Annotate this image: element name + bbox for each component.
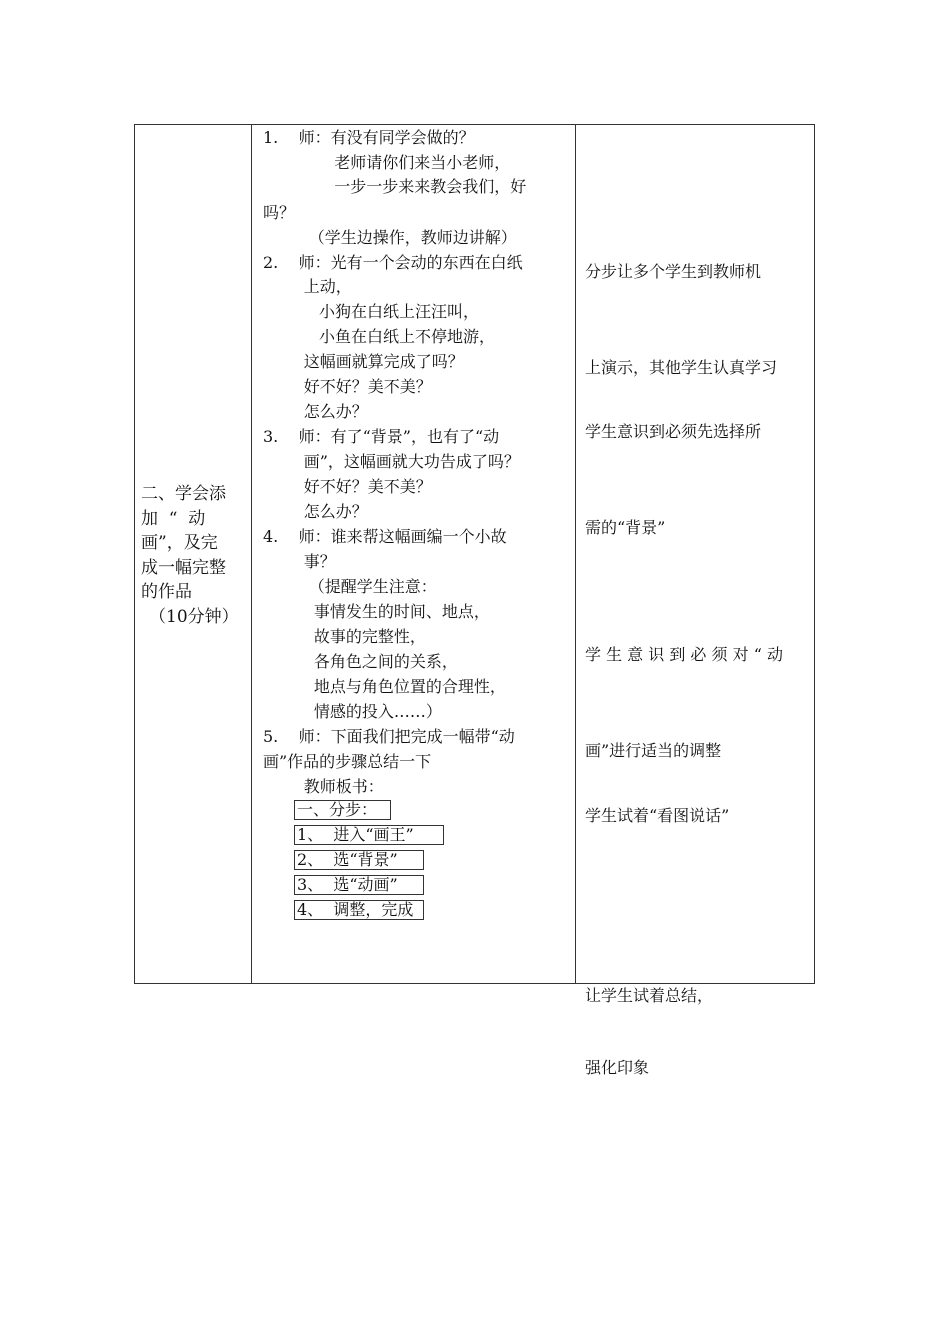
note-background [585,352,761,608]
content-line: 小鱼在白纸上不停地游， [263,327,495,346]
content-line: 这幅画就算完成了吗？ [263,352,464,371]
content-line: 各角色之间的关系， [263,652,458,671]
content-line: 怎么办？ [263,402,368,421]
content-line: 画”，这幅画就大功告成了吗？ [263,452,520,471]
content-line: 事情发生的时间、地点， [263,602,490,621]
content-line: 好不好？美不美？ [263,477,432,496]
stage-line: 的作品 [141,582,192,602]
note-line: 需的“背景” [585,518,666,537]
note-summary [585,936,713,1128]
stage-line: 成一幅完整 [141,557,226,578]
content-line: 1. 师：有没有同学会做的？ [263,128,475,147]
note-line: 强化印象 [585,1058,650,1077]
board-heading: 一、分步： [294,800,391,820]
content-line: 4. 师：谁来帮这幅画编一个小故 [263,527,507,546]
note-story [585,736,729,896]
content-line: 怎么办？ [263,502,368,521]
content-line: 上动， [263,277,352,296]
content-line: 老师请你们来当小老师， [263,153,511,172]
note-line: 让学生试着总结， [585,986,714,1005]
column-divider [575,125,576,983]
content-line: 5. 师：下面我们把完成一幅带“动 [263,727,515,746]
content-line: （提醒学生注意： [263,577,437,596]
note-line: 学生意识到必须先选择所 [585,422,762,441]
content-line: 教师板书： [263,777,384,796]
board-step: 1、 进入“画王” [294,825,444,845]
stage-line: 画”，及完 [141,533,218,553]
board-step: 2、 选“背景” [294,850,424,870]
content-line: 2. 师：光有一个会动的东西在白纸 [263,253,523,272]
stage-line: 加 “ 动 [141,508,206,529]
board-step: 3、 选“动画” [294,875,424,895]
stage-cell [141,482,247,629]
content-line: 好不好？美不美？ [263,377,432,396]
content-line: 事？ [263,552,336,571]
board-step: 4、 调整，完成 [294,900,424,920]
column-divider [251,125,252,983]
content-line: （学生边操作，教师边讲解） [263,228,517,247]
note-line: 画”进行适当的调整 [585,741,722,760]
content-line: 一步一步来来教会我们，好 [263,177,527,196]
content-line: 故事的完整性， [263,627,426,646]
note-line: 分步让多个学生到教师机 [585,262,762,281]
stage-line: 二、学会添 [141,484,226,504]
note-line: 学生试着“看图说话” [585,806,730,825]
lesson-table [134,124,815,1077]
stage-line: （10分钟） [149,606,239,627]
content-line: 画”作品的步骤总结一下 [263,752,432,771]
content-line: 地点与角色位置的合理性， [263,677,506,696]
content-line: 情感的投入……） [263,702,442,721]
content-line: 吗？ [263,203,296,222]
note-line: 学 生 意 识 到 必 须 对 “ 动 [585,645,783,664]
content-line: 小狗在白纸上汪汪叫， [263,302,479,321]
content-line: 3. 师：有了“背景”，也有了“动 [263,427,500,446]
note-line: 上演示，其他学生认真学习 [585,358,778,377]
